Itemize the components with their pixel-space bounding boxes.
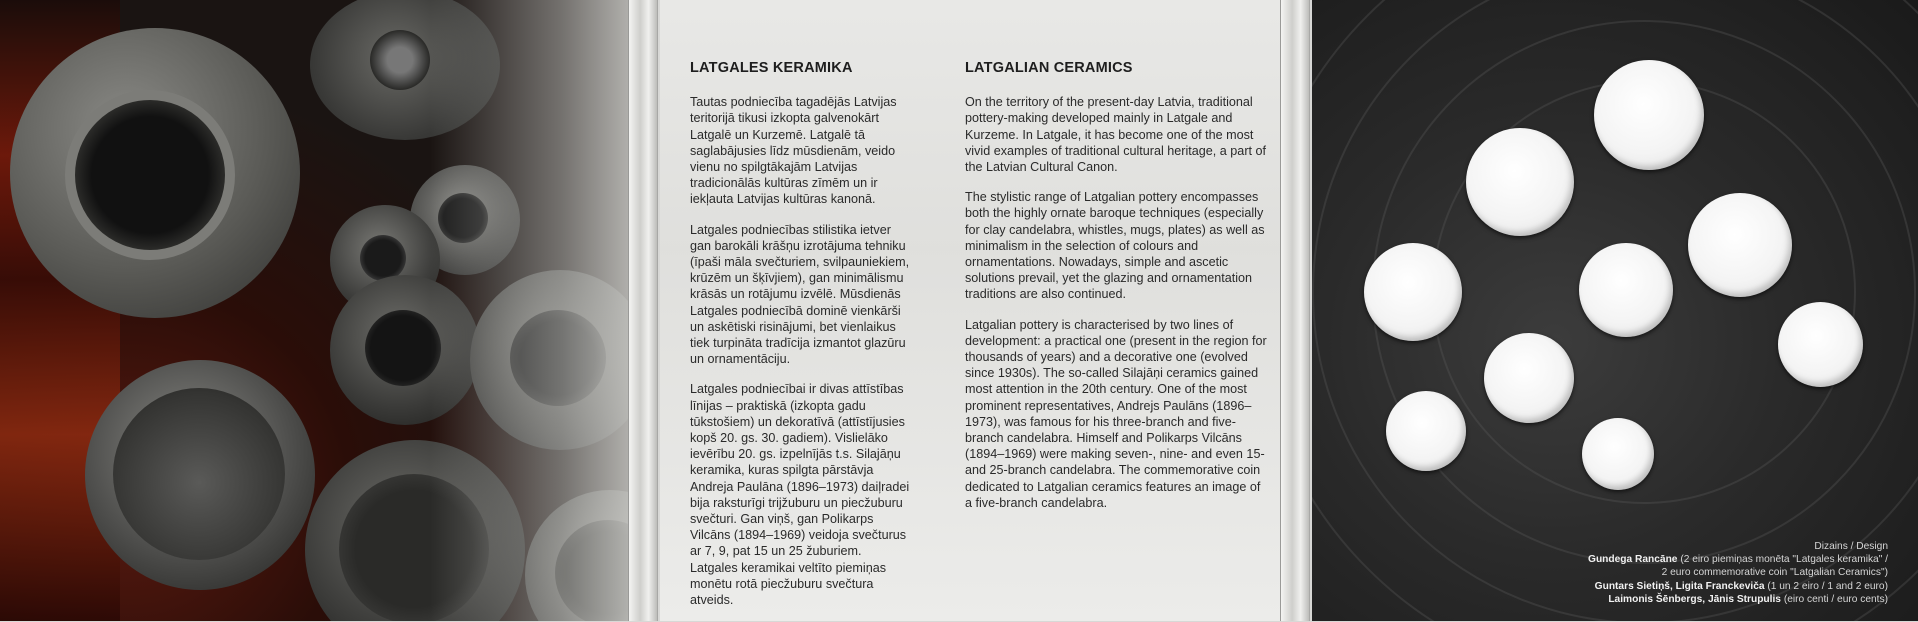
photo-fade-overlay [430, 0, 650, 621]
coin-slot-1-cent [1582, 418, 1654, 490]
design-credits [1588, 540, 1888, 606]
credits-line-3: Guntars Sietiņš, Ligita Franckeviča (1 un 2 eiro / 1 and 2 euro) [1594, 580, 1888, 592]
coin-holder-panel [1312, 0, 1918, 621]
latvian-paragraph-1: Tautas podniecība tagadējās Latvijas teritorijā tikusi izkopta galvenokārt Latgalē un Kurzemē. Latgalē tā saglabājusies līdz mūsdienām, veido vienu no spilgtākajām Latvijas tradicionālās kultūras zīmēm un ir iekļauta Latvijas kultūras kanonā. [690, 95, 897, 207]
english-paragraph-2: The stylistic range of Latgalian pottery encompasses both the highly ornate baroque techniques (especially for clay candelabra, whistles, mugs, plates) as well as minimalism in the selection of colours and ornamentations. Nowadays, simple and ascetic solutions prevail, yet the glazing and ornamentation traditions are also continued. [965, 190, 1265, 302]
latvian-title: LATGALES KERAMIKA [690, 60, 853, 76]
coin-slot-10-cent [1778, 302, 1863, 387]
coin-slot-1-euro [1466, 128, 1574, 236]
coin-slot-50-cent [1364, 243, 1462, 341]
large-ornate-pot [10, 28, 300, 318]
coin-slot-2-euro [1594, 60, 1704, 170]
coin-slot-20-cent [1579, 243, 1673, 337]
latvian-paragraph-2: Latgales podniecības stilistika ietver gan barokāli krāšņu izrotājuma tehniku (īpaši māla svečturiem, svilpauniekiem, krūzēm un šķīvjiem), gan minimālismu krāsās un rotājumu izvēlē. Mūsdienās Latgales podniecībā dominē vienkārši un askētiski risinājumi, bet vienlaikus tiek turpināta tradīcija izmantot glazūru un ornamentāciju. [690, 222, 910, 367]
credits-heading: Dizains / Design [1814, 541, 1888, 552]
bowl-bottom-left [85, 360, 315, 590]
english-paragraph-1: On the territory of the present-day Latvia, traditional pottery-making developed mainly in Latgale and Kurzeme. In Latgale, it has become one of the most vivid examples of traditional cultural heritage, a part of the Latvian Cultural Canon. [965, 95, 1267, 175]
pottery-photo [0, 0, 650, 621]
credits-line-4: Laimonis Šēnbergs, Jānis Strupulis (eiro centi / euro cents) [1608, 593, 1888, 605]
credits-line-2: 2 euro commemorative coin "Latgalian Ceramics") [1661, 567, 1888, 579]
booklet-fold-left [628, 0, 658, 621]
english-paragraph-3: Latgalian pottery is characterised by two lines of development: a practical one (present in the region for thousands of years) and a decorative one (evolved since 1930s). The so-called Silajāņi ceramics gained most attention in the 20th century. One of the most prominent representatives, Andrejs Paulāns (1896–1973), was famous for his three-branch and five-branch candelabra. Himself and Polikarps Vilcāns (1894–1969) were making seven-, nine- and even 15- and 25-branch candelabra. The commemorative coin dedicated to Latgalian ceramics features an image of a five-branch candelabra. [965, 317, 1267, 510]
coin-slot-5-cent [1484, 333, 1574, 423]
credits-line-1: Gundega Rancāne (2 eiro piemiņas monēta "Latgales keramika" / [1588, 554, 1888, 566]
booklet-fold-right [1280, 0, 1310, 621]
latvian-paragraph-3: Latgales podniecībai ir divas attīstības līnijas – praktiskā (izkopta gadu tūkstošiem) un dekoratīvā (attīstījusies kopš 20. gs. 30. gadiem). Vislielāko ievērību 20. gs. izpelnījās t.s. Silajāņu keramika, kuras spilgta pārstāvja Andreja Paulāna (1896–1973) daiļradei bija raksturīgi trijžuburu un piecžuburu svečturi. Gan viņš, gan Polikarps Vilcāns (1894–1969) veidoja svečturus ar 7, 9, pat 15 un 25 žuburiem. Latgales keramikai veltīto piemiņas monētu rotā piecžuburu svečtura atveids. [690, 382, 910, 608]
latvian-column [690, 60, 910, 622]
coin-slot-2-euro-commemorative [1688, 193, 1792, 297]
coin-slot-2-cent [1386, 391, 1466, 471]
english-column [965, 60, 1270, 525]
text-panel [660, 0, 1280, 621]
english-title: LATGALIAN CERAMICS [965, 60, 1133, 76]
